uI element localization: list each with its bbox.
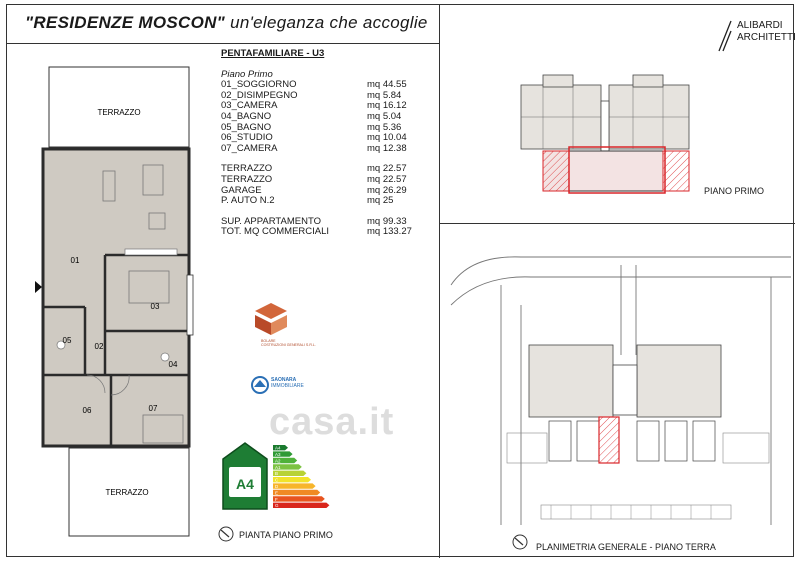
energy-class-label: A4 (236, 476, 254, 492)
room-name: 03_CAMERA (221, 100, 278, 112)
brand-bolare-logo-icon (249, 301, 291, 337)
title-divider (7, 43, 439, 44)
energy-scale (273, 445, 329, 508)
extra-name: GARAGE (221, 184, 262, 196)
entry-arrow-icon (35, 281, 42, 293)
extras-list (221, 164, 431, 206)
energy-label (221, 441, 331, 517)
totals-list (221, 217, 431, 238)
brand2-line1: SAONARA (271, 377, 297, 383)
firm-name-line2: ARCHITETTI (737, 32, 796, 43)
title-rest: un'eleganza che accoglie (225, 13, 428, 32)
extra-name: TERRAZZO (221, 173, 273, 185)
brand2-line2: IMMOBILIARE (271, 383, 304, 389)
firm-name (737, 20, 796, 44)
energy-step-label: A4 (275, 445, 281, 451)
room-name: 04_BAGNO (221, 110, 272, 122)
room-name: 06_STUDIO (221, 132, 273, 144)
room-number-01: 01 (70, 256, 80, 265)
extra-name: TERRAZZO (221, 163, 273, 175)
general-site-plan (441, 225, 793, 537)
room-area: mq 5.04 (367, 110, 402, 122)
page-title (25, 13, 428, 33)
brand1-line1: BOLARE (261, 339, 276, 343)
brand-saonara-text (271, 377, 304, 389)
apartment-outline (43, 149, 189, 446)
room-area: mq 5.36 (367, 121, 402, 133)
north-compass-icon (217, 525, 235, 543)
room-number-04: 04 (168, 360, 178, 369)
site-compass-icon (511, 533, 529, 551)
energy-step-label: A1 (275, 464, 281, 470)
room-number-06: 06 (82, 406, 92, 415)
room-number-07: 07 (148, 404, 158, 413)
room-row (221, 112, 431, 123)
right-panel-divider (439, 223, 795, 224)
extra-area: mq 26.29 (367, 184, 407, 196)
room-area: mq 12.38 (367, 142, 407, 154)
extra-name: P. AUTO N.2 (221, 195, 275, 207)
energy-step-e (273, 490, 320, 495)
drawing-sheet (6, 4, 794, 557)
total-area: mq 133.27 (367, 226, 412, 238)
room-area: mq 10.04 (367, 132, 407, 144)
extra-row (221, 175, 431, 186)
room-area: mq 44.55 (367, 79, 407, 91)
general-plan-label: PLANIMETRIA GENERALE - PIANO TERRA (536, 542, 716, 552)
room-number-03: 03 (150, 302, 160, 311)
room-number-05: 05 (62, 336, 72, 345)
rooms-list (221, 80, 431, 154)
total-name: SUP. APPARTAMENTO (221, 215, 321, 227)
watermark: casa.it (269, 401, 395, 443)
energy-step-label: B (275, 471, 279, 477)
room-name: 07_CAMERA (221, 142, 278, 154)
energy-step-label: A2 (275, 458, 281, 464)
area-table (221, 49, 431, 238)
first-floor-label: PIANO PRIMO (704, 186, 765, 196)
firm-logo-icon (717, 19, 733, 53)
brand-bolare-text (261, 339, 316, 347)
room-row (221, 144, 431, 155)
extra-area: mq 22.57 (367, 163, 407, 175)
energy-step-c (273, 477, 311, 482)
energy-step-label: C (275, 477, 279, 483)
terrace-top-label: TERRAZZO (97, 108, 141, 117)
first-floor-site-plan (513, 71, 703, 201)
extra-row (221, 196, 431, 207)
brand-saonara-logo-icon (250, 375, 270, 395)
floor-label: Piano Primo (221, 68, 273, 80)
energy-step-label: G (275, 503, 279, 509)
extra-area: mq 25 (367, 195, 394, 207)
room-name: 02_DISIMPEGNO (221, 89, 298, 101)
brand1-line2: COSTRUZIONI GENERALI S.R.L. (261, 343, 316, 347)
firm-name-line1: ALIBARDI (737, 20, 783, 31)
extra-area: mq 22.57 (367, 173, 407, 185)
plan-caption: PIANTA PIANO PRIMO (239, 530, 333, 540)
energy-step-d (273, 483, 316, 488)
room-area: mq 16.12 (367, 100, 407, 112)
room-number-02: 02 (94, 342, 104, 351)
room-name: 05_BAGNO (221, 121, 272, 133)
energy-step-label: D (275, 484, 279, 489)
sheet-vertical-divider (439, 5, 440, 558)
total-row (221, 227, 431, 238)
terrace-bottom-label: TERRAZZO (105, 488, 149, 497)
floor-plan (25, 45, 225, 561)
terrace-top-area (49, 67, 189, 147)
room-area: mq 5.84 (367, 89, 402, 101)
total-area: mq 99.33 (367, 215, 407, 227)
energy-step-label: E (275, 490, 279, 496)
unit-heading: PENTAFAMILIARE - U3 (221, 48, 325, 59)
energy-step-label: F (275, 496, 278, 502)
energy-step-label: A3 (275, 452, 281, 457)
energy-step-f (273, 496, 325, 501)
highlighted-unit-ground-floor (599, 417, 619, 463)
total-name: TOT. MQ COMMERCIALI (221, 226, 330, 238)
title-bold: "RESIDENZE MOSCON" (25, 13, 226, 32)
room-name: 01_SOGGIORNO (221, 79, 297, 91)
energy-step-g (273, 503, 329, 508)
